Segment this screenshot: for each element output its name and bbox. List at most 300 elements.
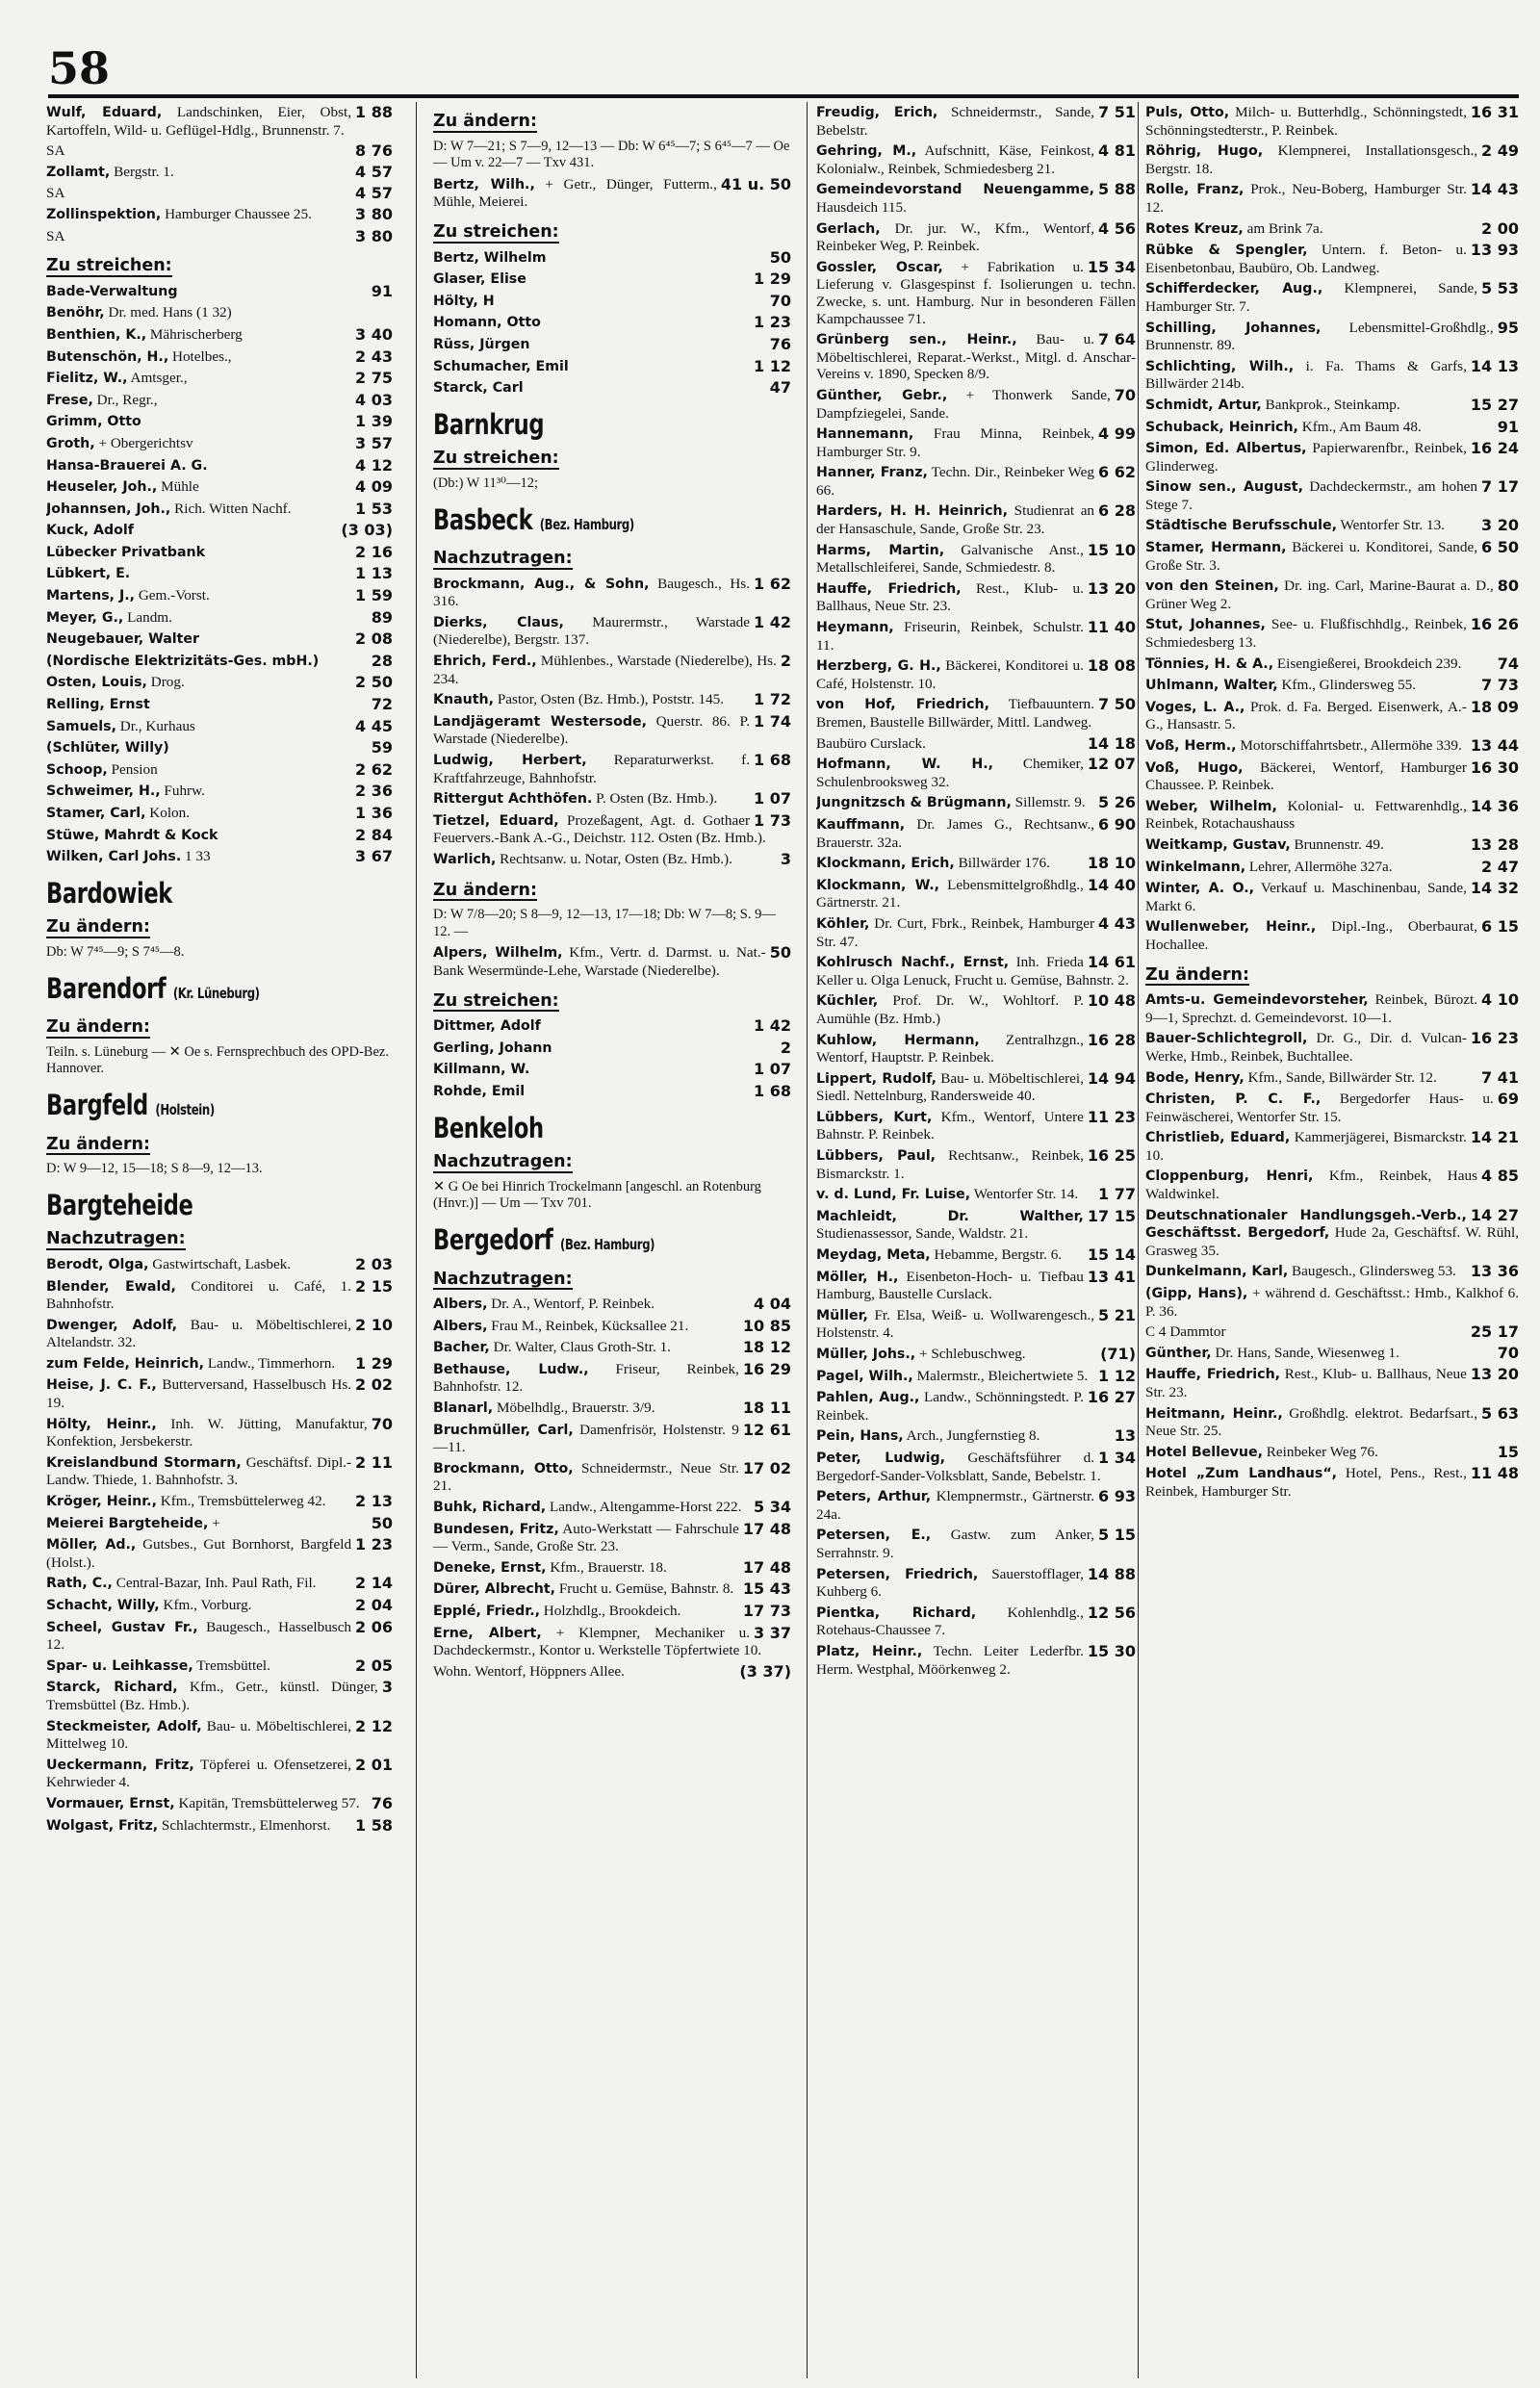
directory-entry: [1145, 539, 1519, 574]
directory-entry: [816, 1269, 1136, 1303]
phone-number: 1 58: [355, 1815, 393, 1835]
entry-name: Erne, Albert,: [433, 1625, 542, 1641]
directory-entry: [46, 206, 393, 224]
notice-text: Db: W 7⁴⁵—9; S 7⁴⁵—8.: [46, 943, 185, 960]
entry-details: Reparaturwerkst. f. Kraftfahrzeuge, Bahnhofstr.: [433, 752, 751, 786]
entry-details: Zentralhzgn., Wentorf, Hauptstr. P. Reinbek.: [816, 1031, 1084, 1066]
directory-entry: [1145, 478, 1519, 513]
entry-details: Geschäftsführer d. Bergedorf-Sander-Volksblatt, Sande, Bebelstr. 1.: [816, 1449, 1101, 1484]
directory-entry: [46, 674, 393, 692]
entry-name: Benthien, K.,: [46, 326, 147, 343]
entry-details: Techn. Dir., Reinbeker Weg 66.: [816, 464, 1095, 499]
entry-details: Prok., Neu-Boberg, Hamburger Str. 12.: [1145, 181, 1467, 216]
entry-details: Papierwarenfbr., Reinbek, Glinderweg.: [1145, 440, 1467, 475]
entry-details: Baugesch., Hasselbusch 12.: [46, 1618, 352, 1654]
phone-number: 14 36: [1470, 796, 1519, 815]
directory-entry: [1145, 517, 1519, 535]
phone-number: 16 26: [1470, 615, 1519, 634]
entry-details: Kolon.: [149, 805, 191, 821]
directory-entry: [816, 1527, 1136, 1561]
directory-entry: [46, 104, 393, 139]
entry-details: Schlachtermstr., Elmenhorst.: [161, 1816, 331, 1834]
phone-number: 7 41: [1481, 1067, 1519, 1087]
town-heading: [433, 1111, 712, 1144]
section-heading: Zu ändern:: [1145, 964, 1249, 985]
phone-number: 76: [371, 1793, 393, 1812]
directory-entry: [433, 1559, 791, 1578]
phone-number: 15 34: [1087, 257, 1136, 276]
phone-number: 3 57: [355, 433, 393, 452]
directory-entry: [1145, 1207, 1519, 1260]
directory-entry: [46, 370, 393, 388]
entry-name: Herzberg, G. H.,: [816, 658, 941, 675]
entry-details: Kfm., Vertr. d. Darmst. u. Nat.-Bank Wesermünde-Lehe, Warstade (Niederelbe).: [433, 944, 766, 979]
directory-entry: [816, 1109, 1136, 1143]
entry-details: Rechtsanw., Reinbek, Bismarckstr. 1.: [816, 1147, 1084, 1182]
entry-name: Bauer-Schlichtegroll,: [1145, 1031, 1308, 1047]
directory-entry: [1145, 280, 1519, 315]
town-district: (Kr. Lüneburg): [172, 984, 260, 1002]
entry-name: Rolle, Franz,: [1145, 182, 1245, 198]
section-wrapper: [433, 873, 791, 908]
entry-name: Gerling, Johann: [433, 1040, 552, 1056]
entry-name: Schweimer, H.,: [46, 783, 161, 800]
entry-name: Rübke & Spengler,: [1145, 243, 1308, 259]
directory-entry: [433, 314, 791, 332]
entry-details: Mährischerberg: [149, 325, 243, 343]
entry-details: Bäckerei, Konditorei u. Café, Holstenstr. 10.: [816, 657, 1084, 692]
directory-entry: [46, 1679, 393, 1713]
header-rule: [48, 94, 1519, 98]
directory-entry: [1145, 142, 1519, 177]
entry-details: Pastor, Osten (Bz. Hmb.), Poststr. 145.: [497, 691, 725, 708]
phone-number: 50: [769, 247, 791, 267]
entry-name: Heuseler, Joh.,: [46, 479, 158, 496]
phone-number: 70: [1497, 1343, 1519, 1362]
entry-name: Berodt, Olga,: [46, 1256, 149, 1272]
entry-name: Knauth,: [433, 692, 495, 708]
phone-number: 70: [769, 291, 791, 310]
entry-name: Gehring, M.,: [816, 143, 917, 160]
entry-details: Fuhrw.: [164, 783, 205, 800]
phone-number: 13 36: [1470, 1262, 1519, 1281]
entry-details: Inh. Frieda Keller u. Olga Lenuck, Frucht u. Gemüse, Bahnstr. 2.: [816, 954, 1129, 989]
directory-entry: [46, 1718, 393, 1753]
column-3: [816, 104, 1136, 2380]
directory-entry: [433, 249, 791, 268]
phone-number: 14 61: [1087, 953, 1136, 972]
entry-name: Bertz, Wilh.,: [433, 176, 535, 193]
phone-number: 2 75: [355, 369, 393, 388]
directory-entry: [816, 1346, 1136, 1364]
directory-entry: [816, 1566, 1136, 1601]
entry-details: Kfm., Tremsbüttelerweg 42.: [160, 1493, 326, 1510]
directory-entry: [1145, 1345, 1519, 1363]
directory-entry: [816, 1208, 1136, 1243]
entry-name: Peter, Ludwig,: [816, 1450, 946, 1466]
entry-name: Schifferdecker, Aug.,: [1145, 281, 1323, 297]
phone-number: 14 27: [1470, 1205, 1519, 1224]
entry-name: Schilling, Johannes,: [1145, 320, 1322, 336]
entry-name: Samuels,: [46, 718, 116, 734]
entry-details: Hausdeich 115.: [816, 198, 907, 216]
directory-entry: [433, 176, 791, 211]
directory-entry: [433, 1061, 791, 1079]
entry-name: Röhrig, Hugo,: [1145, 143, 1264, 160]
phone-number: 1 62: [754, 574, 791, 593]
directory-entry: [46, 142, 393, 160]
directory-entry: [46, 228, 393, 245]
phone-number: 2 62: [355, 759, 393, 779]
entry-details: Lebensmittel-Großhdlg., Brunnenstr. 89.: [1145, 319, 1494, 354]
phone-number: 2: [780, 1038, 791, 1057]
directory-entry: [1145, 358, 1519, 393]
entry-name: Lippert, Rudolf,: [816, 1070, 937, 1087]
entry-name: Deutschnationaler Handlungsgeh.-Verb., Geschäftsst. Bergedorf,: [1145, 1207, 1467, 1242]
entry-name: Vormauer, Ernst,: [46, 1795, 175, 1811]
phone-number: 18 10: [1087, 854, 1136, 873]
directory-entry: [1145, 991, 1519, 1026]
entry-details: Central-Bazar, Inh. Paul Rath, Fil.: [116, 1575, 317, 1592]
phone-number: 2 10: [355, 1315, 393, 1334]
phone-number: 6 93: [1098, 1487, 1136, 1506]
phone-number: 1 29: [355, 1353, 393, 1373]
phone-number: 11 23: [1087, 1107, 1136, 1126]
phone-number: 6 15: [1481, 917, 1519, 937]
entry-name: Ludwig, Herbert,: [433, 753, 587, 769]
directory-entry: [1145, 918, 1519, 953]
directory-entry: [433, 1318, 791, 1336]
directory-entry: [46, 739, 393, 757]
entry-details: Schneidermstr., Neue Str. 21.: [433, 1459, 739, 1495]
town-name: Bargteheide: [46, 1188, 193, 1221]
entry-name: Bruchmüller, Carl,: [433, 1422, 574, 1438]
phone-number: 2 43: [355, 347, 393, 366]
section-wrapper: [46, 910, 393, 944]
section-wrapper: [46, 1127, 393, 1162]
entry-details: Kammerjägerei, Bismarckstr. 10.: [1145, 1129, 1467, 1164]
entry-details: Dipl.-Ing., Oberbaurat, Hochallee.: [1145, 918, 1478, 953]
entry-name: Glaser, Elise: [433, 271, 526, 288]
section-heading: Zu streichen:: [433, 449, 559, 469]
phone-number: 14 21: [1470, 1128, 1519, 1147]
phone-number: 2 47: [1481, 857, 1519, 876]
phone-number: 4 09: [355, 477, 393, 497]
entry-details: Reinbek, Bürozt. 9—1, Sprechzt. d. Gemeindevorst. 10—1.: [1145, 991, 1478, 1026]
phone-number: 69: [1497, 1090, 1519, 1109]
directory-entry: [816, 502, 1136, 537]
directory-entry: [46, 185, 393, 202]
notice-text: D: W 7/8—20; S 8—9, 12—13, 17—18; Db: W 7—8; S. 9—12. —: [433, 907, 776, 939]
phone-number: 4 99: [1098, 424, 1136, 444]
entry-details: Reinbeker Weg 76.: [1266, 1443, 1378, 1460]
phone-number: 7 64: [1098, 330, 1136, 349]
entry-name: Köhler,: [816, 915, 870, 932]
entry-name: Pagel, Wilh.,: [816, 1368, 913, 1384]
entry-name: Alpers, Wilhelm,: [433, 945, 563, 962]
entry-details: Studienrat an der Hansaschule, Sande, Große Str. 23.: [816, 502, 1095, 538]
directory-entry: [816, 464, 1136, 499]
entry-name: Günther, Gebr.,: [816, 387, 948, 403]
entry-name: Harders, H. H. Heinrich,: [816, 503, 1009, 520]
entry-details: Dr. James G., Rechtsanw., Brauerstr. 32a.: [816, 815, 1095, 851]
phone-number: 3 37: [754, 1623, 791, 1642]
town-name: Bergedorf: [433, 1222, 553, 1256]
entry-name: Heise, J. C. F.,: [46, 1377, 157, 1394]
phone-number: 6 62: [1098, 463, 1136, 482]
section-wrapper: [46, 1221, 393, 1256]
entry-name: Hotel Bellevue,: [1145, 1444, 1263, 1460]
entry-name: Scheel, Gustav Fr.,: [46, 1619, 198, 1635]
phone-number: 2 13: [355, 1492, 393, 1511]
section-heading: Zu streichen:: [46, 256, 172, 276]
section-wrapper: [46, 1010, 393, 1044]
phone-number: 3 80: [355, 204, 393, 223]
phone-number: 2 08: [355, 629, 393, 649]
directory-entry: [46, 783, 393, 801]
entry-name: Butenschön, H.,: [46, 348, 169, 365]
phone-number: 14 40: [1087, 875, 1136, 894]
entry-name: Killmann, W.: [433, 1062, 530, 1078]
phone-number: 91: [1497, 417, 1519, 436]
phone-number: 13 93: [1470, 241, 1519, 260]
phone-number: 1 77: [1098, 1185, 1136, 1204]
section-heading: Nachzutragen:: [433, 1269, 573, 1289]
entry-details: Geschäftsf. Dipl.-Landw. Thiede, 1. Bahnhofstr. 3.: [46, 1453, 352, 1489]
phone-number: 16 31: [1470, 104, 1519, 121]
section-heading: Zu ändern:: [433, 112, 537, 131]
phone-number: 13: [1114, 1426, 1136, 1446]
entry-details: Kfm., Vorburg.: [163, 1597, 252, 1613]
entry-name: Wolgast, Fritz,: [46, 1817, 159, 1834]
entry-details: Landm.: [127, 608, 172, 626]
directory-entry: [816, 877, 1136, 912]
entry-details: Kapitän, Tremsbüttelerweg 57.: [178, 1794, 360, 1811]
phone-number: 5 88: [1098, 180, 1136, 199]
phone-number: 2 05: [355, 1656, 393, 1675]
directory-entry: [1145, 836, 1519, 855]
entry-name: Osten, Louis,: [46, 675, 147, 691]
entry-details: Rest., Klub- u. Ballhaus, Neue Str. 23.: [1145, 1366, 1467, 1400]
entry-details: + Fabrikation u. Lieferung v. Glasgespinst f. Isolierungen u. techn. Zwecke, s. unt. Hamburg. Nur in besonderen Fällen Kampchaussee 71.: [816, 258, 1136, 327]
entry-name: Warlich,: [433, 852, 497, 867]
entry-name: Petersen, Friedrich,: [816, 1566, 979, 1582]
entry-details: Untern. f. Beton- u. Eisenbetonbau, Baubüro, Ob. Landweg.: [1145, 242, 1467, 276]
directory-entry: [46, 304, 393, 322]
section-heading: Zu streichen:: [433, 221, 559, 242]
entry-name: Dunkelmann, Karl,: [1145, 1264, 1289, 1280]
entry-name: Stamer, Hermann,: [1145, 540, 1287, 556]
phone-number: 1 72: [754, 690, 791, 709]
phone-number: 10 48: [1087, 991, 1136, 1011]
entry-details: +: [212, 1514, 220, 1531]
phone-number: 95: [1497, 318, 1519, 337]
phone-number: 41 u. 50: [720, 174, 791, 193]
directory-entry: [46, 1355, 393, 1374]
directory-entry: [46, 501, 393, 519]
entry-name: Fielitz, W.,: [46, 371, 128, 387]
entry-name: Möller, Ad.,: [46, 1537, 137, 1553]
entry-name: Johannsen, Joh.,: [46, 501, 171, 517]
notice-text: Teiln. s. Lüneburg — ✕ Oe s. Fernsprechbuch des OPD-Bez. Hannover.: [46, 1043, 389, 1077]
entry-name: Frese,: [46, 392, 93, 408]
entry-details: Prof. Dr. W., Wohltorf. P. Aumühle (Bz. Hmb.): [816, 992, 1084, 1027]
entry-name: Hofmann, W. H.,: [816, 757, 994, 773]
directory-entry: [1145, 616, 1519, 651]
entry-details: Arch., Jungfernstieg 8.: [906, 1427, 1040, 1445]
directory-entry: [433, 1663, 791, 1681]
directory-entry: [1145, 181, 1519, 216]
phone-number: 2 04: [355, 1596, 393, 1614]
entry-name: Lübbers, Kurt,: [816, 1109, 933, 1125]
town-name: Bardowiek: [46, 876, 172, 910]
directory-entry: [1145, 104, 1519, 139]
town-name: Basbeck: [433, 502, 533, 536]
entry-name: Bethause, Ludw.,: [433, 1361, 589, 1377]
entry-details: Hotelbes.,: [172, 347, 232, 365]
phone-number: 25 17: [1470, 1322, 1519, 1342]
directory-entry: [1145, 1091, 1519, 1125]
entry-details: Kfm., Getr., künstl. Dünger, Tremsbüttel (Bz. Hmb.).: [46, 1679, 378, 1713]
directory-entry: [1145, 578, 1519, 612]
entry-details: Galvanische Anst., Metallschleiferei, Sande, Schmiedestr. 8.: [816, 541, 1084, 577]
directory-entry: [46, 1493, 393, 1511]
entry-details: Dr. Curt, Fbrk., Reinbek, Hamburger Str. 47.: [816, 914, 1095, 950]
phone-number: 89: [371, 607, 393, 627]
entry-details: Bäckerei, Wentorf, Hamburger Chaussee. P. Reinbek.: [1145, 758, 1467, 794]
entry-details: Bergedorfer Haus- u. Feinwäscherei, Wentorfer Str. 15.: [1145, 1091, 1494, 1125]
entry-details: Dr. med. Hans (1 32): [108, 304, 232, 321]
directory-entry: [816, 104, 1136, 139]
phone-number: 14 32: [1470, 879, 1519, 898]
entry-name: Hotel „Zum Landhaus“,: [1145, 1466, 1338, 1482]
phone-number: 7 51: [1098, 104, 1136, 121]
directory-entry: [433, 944, 791, 979]
entry-name: Steckmeister, Adolf,: [46, 1718, 202, 1734]
entry-details: SA: [46, 142, 65, 160]
entry-name: Brockmann, Aug., & Sohn,: [433, 576, 650, 592]
phone-number: 4 43: [1098, 913, 1136, 933]
entry-details: P. Osten (Bz. Hmb.).: [596, 790, 718, 808]
directory-entry: [816, 1070, 1136, 1105]
entry-details: Butterversand, Hasselbusch Hs. 19.: [46, 1376, 352, 1412]
phone-number: 6 90: [1098, 814, 1136, 834]
entry-name: Hölty, H: [433, 293, 495, 309]
directory-entry: [816, 855, 1136, 873]
directory-entry: [1145, 1263, 1519, 1281]
entry-name: Heitmann, Heinr.,: [1145, 1405, 1283, 1422]
entry-details: Pension: [111, 760, 158, 778]
directory-entry: [816, 816, 1136, 851]
directory-entry: [816, 756, 1136, 790]
directory-entry: [1145, 759, 1519, 794]
entry-details: Möbelhdlg., Brauerstr. 3/9.: [496, 1399, 655, 1417]
phone-number: 4 85: [1481, 1167, 1519, 1186]
entry-name: Landjägeramt Westersode,: [433, 713, 647, 730]
phone-number: 1 34: [1098, 1448, 1136, 1467]
town-name: Bargfeld: [46, 1088, 148, 1121]
phone-number: 4 10: [1481, 990, 1519, 1010]
entry-details: Querstr. 86. P. Warstade (Niederelbe).: [433, 712, 751, 748]
entry-details: Baugesch., Glindersweg 53.: [1292, 1263, 1456, 1280]
column-divider: [1138, 102, 1139, 2378]
entry-details: Lehrer, Allermöhe 327a.: [1248, 858, 1393, 875]
entry-details: Chemiker, Schulenbrooksweg 32.: [816, 756, 1084, 790]
entry-name: Dwenger, Adolf,: [46, 1317, 178, 1333]
entry-name: Machleidt, Dr. Walther,: [816, 1208, 1084, 1224]
entry-details: Dachdeckermstr., am hohen Stege 7.: [1145, 478, 1478, 513]
entry-details: Studienassessor, Sande, Waldstr. 21.: [816, 1225, 1029, 1243]
entry-name: Schoop,: [46, 761, 108, 778]
phone-number: 59: [371, 738, 393, 757]
entry-name: Zollamt,: [46, 164, 111, 180]
entry-details: + während d. Geschäftsst.: Hmb., Kalkhof 6. P. 36.: [1145, 1285, 1519, 1320]
directory-entry: [433, 1603, 791, 1621]
entry-details: Eisengießerei, Brookdeich 239.: [1276, 655, 1462, 672]
entry-details: Kfm., Glindersweg 55.: [1281, 677, 1417, 694]
phone-number: 17 15: [1087, 1206, 1136, 1225]
phone-number: (3 03): [341, 521, 393, 540]
entry-details: Landw., Timmerhorn.: [207, 1354, 336, 1372]
phone-number: 1 36: [355, 804, 393, 822]
entry-name: Kohlrusch Nachf., Ernst,: [816, 955, 1010, 971]
phone-number: 18 09: [1470, 697, 1519, 716]
entry-details: Hotel, Pens., Rest., Reinbek, Hamburger Str.: [1145, 1465, 1467, 1500]
entry-name: von den Steinen,: [1145, 578, 1279, 595]
phone-number: 2 02: [355, 1375, 393, 1395]
directory-entry: [816, 220, 1136, 255]
entry-name: Neugebauer, Walter: [46, 631, 200, 648]
directory-entry: [816, 1450, 1136, 1484]
entry-name: Homann, Otto: [433, 315, 541, 331]
entry-name: Rotes Kreuz,: [1145, 220, 1244, 237]
phone-number: 16 24: [1470, 439, 1519, 458]
section-wrapper: [1145, 958, 1519, 992]
entry-name: Epplé, Friedr.,: [433, 1604, 540, 1619]
entry-details: Damenfrisör, Holstenstr. 9—11.: [433, 1421, 739, 1456]
phone-number: 4 81: [1098, 141, 1136, 161]
entry-details: Klempnermstr., Gärtnerstr. 24a.: [816, 1488, 1095, 1523]
phone-number: 16 25: [1087, 1146, 1136, 1166]
directory-entry: [433, 653, 791, 687]
entry-details: Bau- u. Möbeltischlerei, Altelandstr. 32.: [46, 1316, 352, 1351]
entry-name: Winkelmann,: [1145, 859, 1246, 875]
phone-number: 1 07: [754, 1060, 791, 1079]
directory-entry: [433, 1422, 791, 1456]
entry-details: C 4 Dammtor: [1145, 1323, 1226, 1341]
entry-name: Heymann,: [816, 620, 894, 636]
directory-entry: [816, 425, 1136, 460]
phone-number: 4 56: [1098, 218, 1136, 238]
directory-entry: [433, 812, 791, 847]
phone-number: 12 07: [1087, 755, 1136, 774]
entry-name: Lübecker Privatbank: [46, 544, 206, 560]
phone-number: 1 42: [754, 612, 791, 631]
directory-entry: [1145, 655, 1519, 674]
entry-details: Fr. Elsa, Weiß- u. Wollwarengesch., Holstenstr. 4.: [816, 1306, 1095, 1342]
directory-entry: [816, 1643, 1136, 1678]
directory-entry: [816, 1186, 1136, 1204]
entry-details: Verkauf u. Maschinenbau, Sande, Markt 6.: [1145, 880, 1467, 914]
entry-name: Starck, Carl: [433, 380, 524, 397]
directory-entry: [816, 696, 1136, 731]
entry-details: Klempnerei, Installationsgesch., Bergstr. 18.: [1145, 142, 1478, 177]
phone-number: 3 80: [355, 226, 393, 245]
phone-number: 2 06: [355, 1617, 393, 1636]
entry-name: Blender, Ewald,: [46, 1278, 176, 1295]
entry-details: Friseur, Reinbek, Bahnhofstr. 12.: [433, 1360, 739, 1396]
entry-details: Kfm., Brauerstr. 18.: [550, 1558, 667, 1576]
